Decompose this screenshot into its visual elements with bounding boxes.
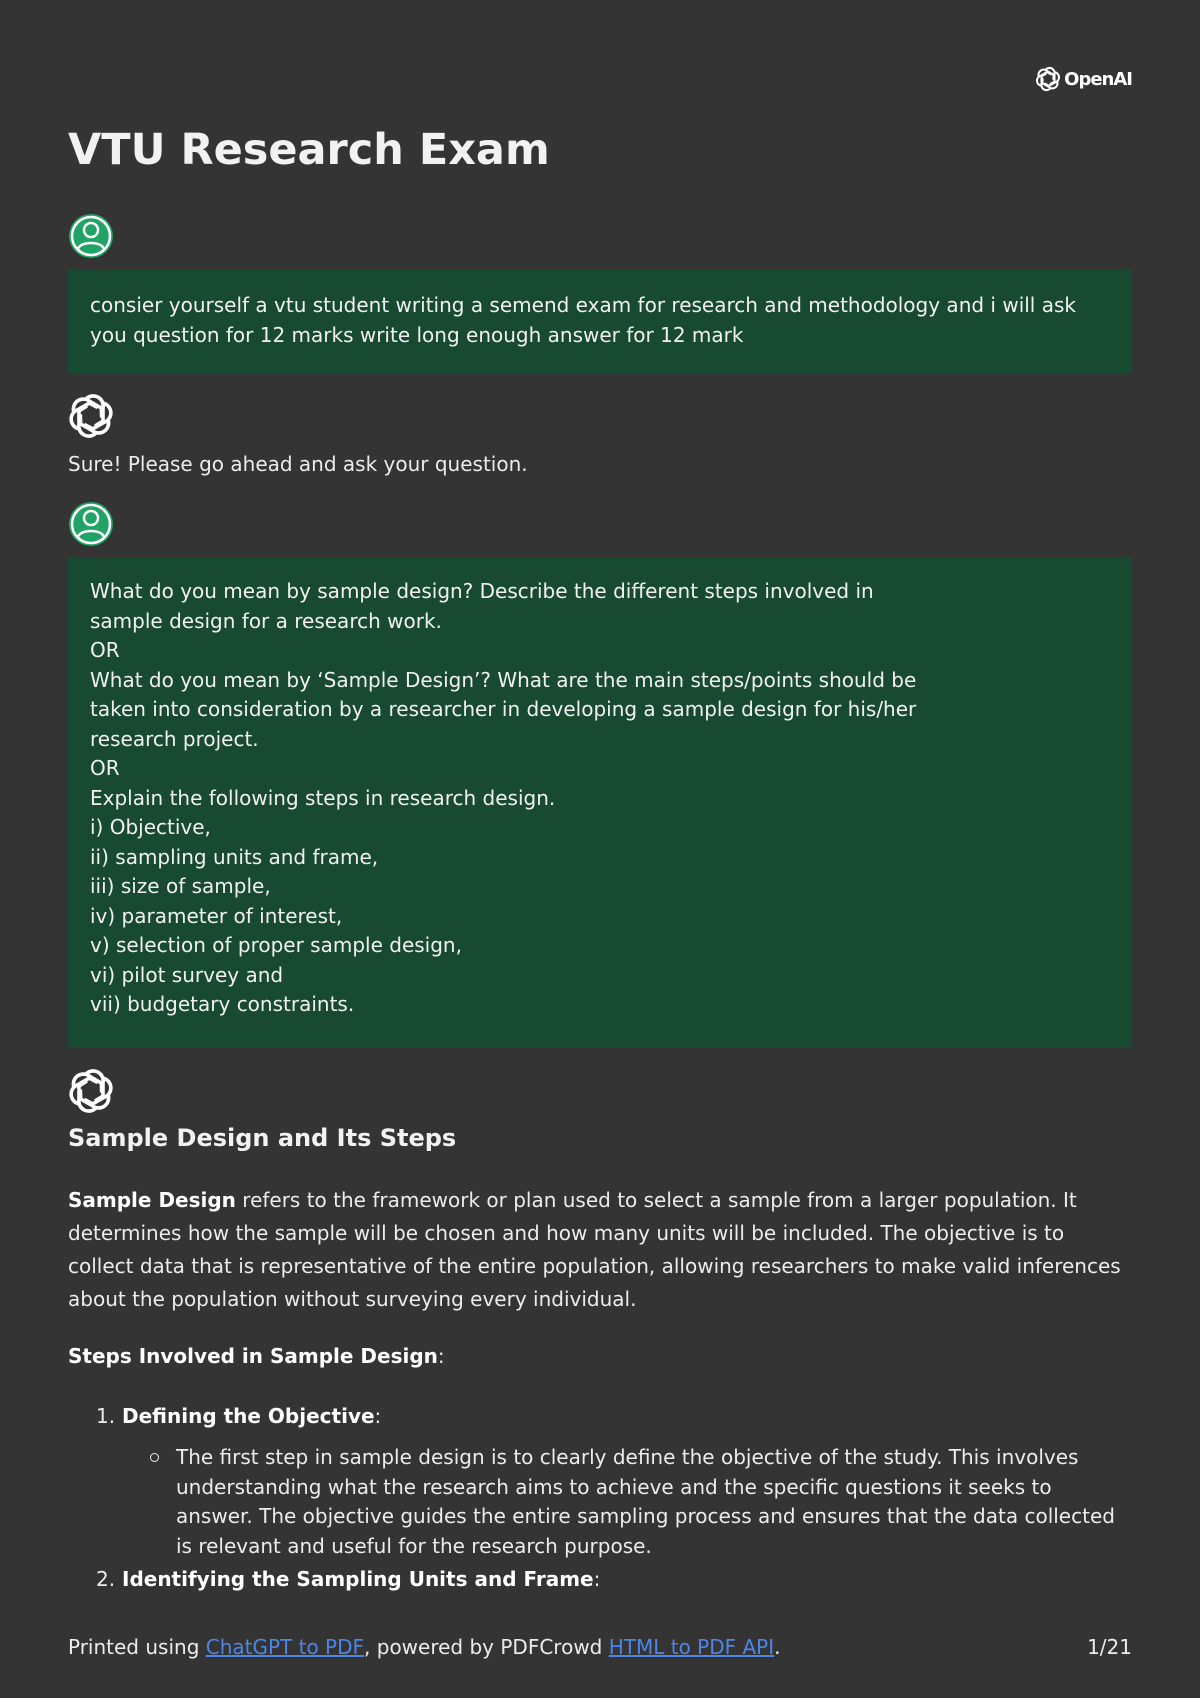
- question-line: vi) pilot survey and: [90, 962, 284, 987]
- openai-logo-icon: [1035, 66, 1061, 92]
- question-line: OR: [90, 756, 120, 780]
- intro-text: refers to the framework or plan used to select a sample from a larger population. It determines how the sample will be chosen and how many units will be included. The objective is to collect data that is representative of the entire population, allowing researchers to make valid inferences about the population without surveying every individual.: [68, 1188, 1121, 1311]
- step-bullet-text: The first step in sample design is to clearly define the objective of the study. This involves understanding what the research aims to achieve and the specific questions it seeks to answer. The objective guides the entire sampling process and ensures that the data collected is relevant and useful for the research purpose.: [176, 1445, 1115, 1558]
- question-line: i) Objective,: [90, 815, 211, 839]
- question-line: research project.: [90, 726, 259, 751]
- question-line: iii) size of sample,: [90, 874, 271, 898]
- footer-middle: , powered by PDFCrowd: [364, 1635, 609, 1659]
- footer-prefix: Printed using: [68, 1635, 206, 1659]
- step-title-text: Defining the Objective: [122, 1404, 375, 1428]
- question-line: OR: [90, 638, 120, 662]
- document-page: [68, 0, 1132, 1698]
- page-title: VTU Research Exam: [68, 125, 550, 175]
- user-avatar-icon: [68, 501, 114, 547]
- steps-label-bold: Steps Involved in Sample Design: [68, 1344, 438, 1368]
- step-number: 2.: [96, 1567, 116, 1591]
- question-line: iv) parameter of interest,: [90, 903, 343, 928]
- chatgpt-avatar-icon: [68, 1068, 114, 1114]
- question-line: Explain the following steps in research design.: [90, 785, 556, 810]
- footer: [68, 1635, 1132, 1659]
- user-message-2: [68, 557, 1132, 1048]
- list-item: [150, 1443, 1132, 1561]
- question-line: What do you mean by ‘Sample Design’? What are the main steps/points should be: [90, 667, 917, 692]
- steps-label: [68, 1344, 445, 1368]
- step-number: 1.: [96, 1404, 116, 1428]
- question-line: v) selection of proper sample design,: [90, 933, 462, 957]
- step-title-suffix: :: [374, 1404, 382, 1428]
- user-avatar-icon: [68, 213, 114, 259]
- question-line: taken into consideration by a researcher in developing a sample design for his/her: [90, 697, 917, 721]
- step-item-1: [96, 1404, 381, 1428]
- brand-name: OpenAI: [1064, 68, 1132, 90]
- user-message-1-text: consier yourself a vtu student writing a semend exam for research and methodology and i will ask you question for 12 marks write long enough answer for 12 mark: [90, 293, 1076, 347]
- answer-heading: Sample Design and Its Steps: [68, 1124, 457, 1152]
- question-line: vii) budgetary constraints.: [90, 992, 355, 1016]
- step-title-text: Identifying the Sampling Units and Frame: [122, 1567, 594, 1591]
- assistant-reply-1: Sure! Please go ahead and ask your question.: [68, 452, 528, 476]
- chatgpt-to-pdf-link[interactable]: ChatGPT to PDF: [205, 1635, 365, 1659]
- question-line: ii) sampling units and frame,: [90, 844, 379, 869]
- step-item-2: [96, 1567, 600, 1591]
- openai-brand: [1035, 66, 1132, 92]
- steps-label-suffix: :: [437, 1344, 445, 1368]
- chatgpt-avatar-icon: [68, 393, 114, 439]
- page-number: 1/21: [1087, 1635, 1132, 1659]
- bullet-circle-icon: [150, 1453, 159, 1462]
- user-message-1: [68, 269, 1132, 373]
- step-title-suffix: :: [593, 1567, 601, 1591]
- intro-term: Sample Design: [68, 1188, 236, 1212]
- question-line: What do you mean by sample design? Describe the different steps involved in: [90, 579, 874, 603]
- answer-intro: [68, 1184, 1132, 1316]
- question-line: sample design for a research work.: [90, 608, 442, 633]
- footer-end: .: [774, 1635, 781, 1659]
- html-to-pdf-api-link[interactable]: HTML to PDF API: [608, 1635, 775, 1659]
